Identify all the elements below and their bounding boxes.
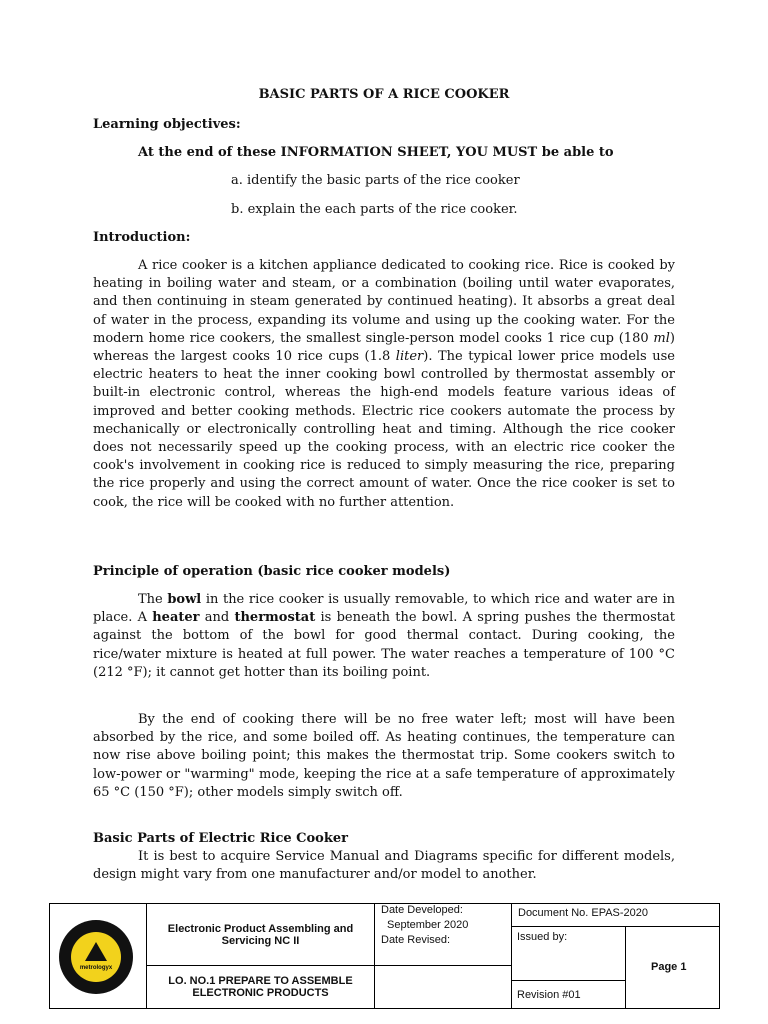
institute-logo xyxy=(59,920,133,994)
principle-heading: Principle of operation (basic rice cooker models) xyxy=(93,564,451,579)
principle-paragraph-2: By the end of cooking there will be no free water left; most will have been absorbed by the rice, and some boiled off. As heating continues, the temperature can now rise above boiling point; this makes the thermostat trip. Some cookers switch to low-power or "warming" mode, keeping the rice at a safe temperature of approximately 65 °C (150 °F); other models simply switch off. xyxy=(93,712,675,800)
course-title-cell xyxy=(146,903,375,966)
revision-cell xyxy=(511,980,626,1009)
page-number: Page 1 xyxy=(651,961,687,973)
lo-title: LO. NO.1 PREPARE TO ASSEMBLE ELECTRONIC PRODUCTS xyxy=(168,975,353,999)
logo-cell xyxy=(49,903,147,1009)
course-title: Electronic Product Assembling and Servicing NC II xyxy=(167,922,354,947)
introduction-heading: Introduction: xyxy=(93,230,191,245)
parts-heading: Basic Parts of Electric Rice Cooker xyxy=(93,831,348,846)
triangle-icon xyxy=(85,942,107,961)
logo-wordmark: metrologyx xyxy=(79,965,113,971)
empty-cell xyxy=(374,965,512,1009)
issued-by-cell xyxy=(511,926,626,981)
date-developed-label: Date Developed: xyxy=(381,904,463,916)
parts-paragraph: It is best to acquire Service Manual and Diagrams specific for different models, design might vary from one manufacturer and/or model to another. xyxy=(93,849,675,883)
objectives-intro: At the end of these INFORMATION SHEET, YOU MUST be able to xyxy=(138,145,614,160)
document-footer-table xyxy=(49,903,720,1009)
dates-cell xyxy=(374,903,512,966)
date-revised-label: Date Revised: xyxy=(381,934,451,946)
revision-number: Revision #01 xyxy=(517,989,581,1001)
learning-objectives-heading: Learning objectives: xyxy=(93,117,241,132)
principle-paragraph-1: The bowl in the rice cooker is usually removable, to which rice and water are in place. A heater and thermostat is beneath the bowl. A spring pushes the thermostat against the bottom of the bowl for good thermal contact. During cooking, the rice/water mixture is heated at full power. The water reaches a temperature of 100 °C (212 °F); it cannot get hotter than its boiling point. xyxy=(93,592,675,680)
document-no-cell xyxy=(511,903,720,927)
issued-by-label: Issued by: xyxy=(517,931,568,943)
page-cell xyxy=(625,926,720,1009)
objective-b: b. explain the each parts of the rice cooker. xyxy=(231,202,518,217)
objective-a: a. identify the basic parts of the rice cooker xyxy=(231,173,520,188)
introduction-paragraph: A rice cooker is a kitchen appliance dedicated to cooking rice. Rice is cooked by heating in boiling water and steam, or a combination (boiling until water evaporates, and then continuing in steam generated by continued heating). It absorbs a great deal of water in the process, expanding its volume and using up the cooking water. For the modern home rice cookers, the smallest single-person model cooks 1 rice cup (180 ml) whereas the largest cooks 10 rice cups (1.8 liter). The typical lower price models use electric heaters to heat the inner cooking bowl controlled by thermostat assembly or built-in electronic control, whereas the high-end models feature various ideas of improved and better cooking methods. Electric rice cookers automate the process by mechanically or electronically controlling heat and timing. Although the rice cooker does not necessarily speed up the cooking process, with an electric rice cooker the cook's involvement in cooking rice is reduced to simply measuring the rice, preparing the rice properly and using the correct amount of water. Once the rice cooker is set to cook, the rice will be cooked with no further attention. xyxy=(93,258,675,510)
page-title: BASIC PARTS OF A RICE COOKER xyxy=(258,87,510,102)
lo-cell xyxy=(146,965,375,1009)
date-developed-value: September 2020 xyxy=(387,919,469,931)
document-number: Document No. EPAS-2020 xyxy=(518,907,649,919)
